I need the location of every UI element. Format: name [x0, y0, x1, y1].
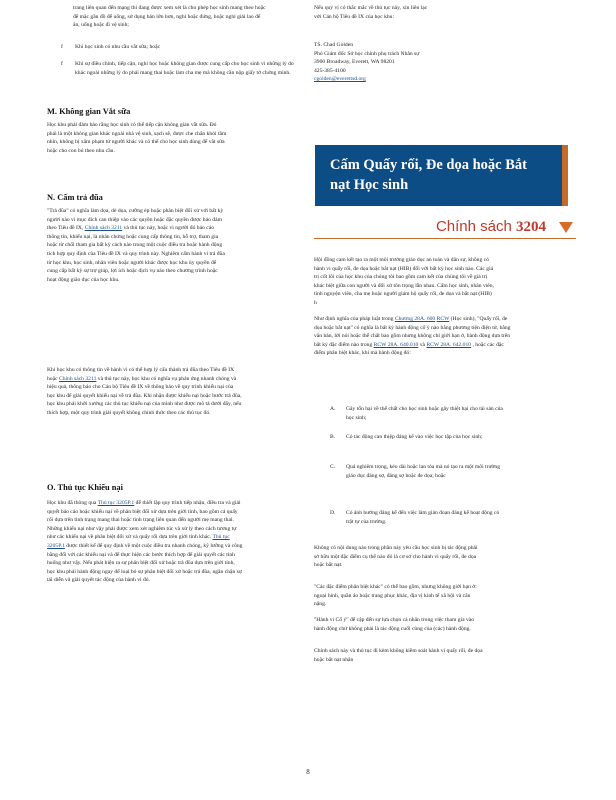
link-policy-3211[interactable]: Chính sách 3211 — [58, 375, 97, 382]
list-item — [314, 405, 506, 422]
policy-banner — [315, 145, 568, 206]
bullet-item — [47, 60, 297, 77]
bullet-text: Khi sự điều chỉnh, tiếp cận, nghỉ học hoặc không gian được cung cấp cho học sinh vì những lý do khác ngoài những lý do phải mang thai hoặc làm cha mẹ mà không cần nộp giấy tờ chứng minh. — [75, 61, 294, 76]
list-marker: C. — [330, 464, 336, 470]
text-run: để thiết lập quy trình tiếp nhận, điều tra và giải quyết báo cáo hoặc khiếu nại về phân biệt đối xử dựa trên giới tính, bao gồm cả quấy rối dựa trên tình trạng mang thai hoặc tình trạng liên quan đến người mẹ mang thai. Những khiếu nại như vậy phải được xem xét nghiêm túc và xử lý theo cách tương tự như các khiếu nại về phân biệt đối xử và quấy rối dựa trên giới tính khác. — [47, 500, 241, 541]
paragraph-definition — [314, 315, 514, 358]
policy-number: 3204 — [516, 219, 546, 235]
bullet-mark: f — [61, 44, 63, 50]
heading-no-retaliation: N. Cấm trả đũa — [47, 193, 103, 202]
text-run: và — [419, 341, 426, 348]
link-rcw-28a600[interactable]: RCW — [436, 316, 450, 322]
text-run: , hoặc các đặc điểm phân biệt khác, khi mà hành động đó: — [314, 341, 504, 357]
heading-lactation-space: M. Không gian Vắt sữa — [47, 107, 131, 116]
list-item — [314, 463, 506, 480]
bullet-mark: f — [61, 61, 63, 67]
list-text: Có tác động can thiệp đáng kể vào việc học tập của học sinh; — [346, 434, 483, 440]
heading-complaint-procedure: O. Thủ tục Khiếu nại — [47, 483, 123, 492]
list-text: Có ảnh hưởng đáng kể đến việc làm gián đoạn đáng kể hoạt động có trật tự của trường. — [346, 510, 500, 525]
triangle-down-icon — [559, 222, 573, 233]
link-procedure-3205p1[interactable]: Thủ tục 3205P.1 — [47, 534, 230, 549]
paragraph-note-4: Chính sách này và thủ tục đi kèm không kiềm soát hành vi quấy rối, đe dọa hoặc bắt nạt nhân — [314, 648, 483, 663]
contact-address: 3900 Broadway, Everett, WA 98201 — [314, 59, 395, 66]
link-rcw-28a640010[interactable]: RCW 28A. 640.010 — [373, 341, 419, 348]
text-run: (Học sinh), "Quấy rối, đe dọa hoặc bắt nạt" có nghĩa là bất kỳ hành động cố ý nào bằng phương tiện điện tử, bằng văn bản, lời nói hoặc thể chất bao gồm nhưng không chỉ giới hạn ở, hành động dựa trên bất kỳ đặc điểm nào trong — [314, 316, 511, 348]
paragraph-note-3: "Hành vi Cố ý" để cập đến sự lựa chọn cá nhân trong việc tham gia vào hành động chứ không phải là tác động cuối cùng của (các) hành động. — [314, 617, 475, 632]
list-marker: B. — [330, 434, 336, 440]
link-rcw-28a600[interactable]: Chương 28A. 600 — [394, 316, 436, 322]
policy-title: Cấm Quấy rối, Đe dọa hoặc Bắt nạt Học sinh — [330, 157, 527, 193]
text-run: Như định nghĩa của pháp luật trong — [314, 316, 394, 322]
text-run: Học khu đã thông qua — [47, 500, 97, 506]
text-run: được thiết kế để quy định về một cuộc điều tra nhanh chóng, kỹ lưỡng và công bằng đối với các khiếu nại và để thực hiện các bước thích hợp để giải quyết các tình huống như vậy. Nếu phát hiện ra sự phân biệt đối xử hoặc trả đũa dựa trên giới tính, học khu phải hành động ngay để loại bỏ sự phân biệt đối xử hoặc trả đũa, ngăn chặn sự tái diễn và giải quyết tác động của hành vi đó. — [47, 542, 243, 584]
bullet-text: Khi học sinh có nhu cầu vắt sữa; hoặc — [75, 44, 161, 50]
contact-title: Phó Giám đốc Sở học chính phụ trách Nhân sự — [314, 50, 420, 57]
list-marker: A. — [330, 406, 336, 412]
contact-intro: Nếu quý vị có thắc mắc về thủ tục này, xin liên lạc với Cán bộ Tiêu đề IX của học khu: — [314, 5, 428, 20]
bullet-item — [47, 43, 297, 52]
policy-label: Chính sách — [435, 218, 512, 235]
contact-phone: 425-385-4100 — [314, 67, 346, 74]
link-policy-3211[interactable]: Chính sách 3211 — [84, 225, 123, 232]
contact-block — [314, 41, 464, 84]
list-text: Quá nghiêm trọng, kéo dài hoặc lan tỏa mà nó tạo ra một môi trường giáo dục đáng sợ, đáng sợ hoặc đe dọa; hoặc — [346, 464, 501, 479]
list-item — [314, 433, 506, 442]
list-marker: D. — [330, 510, 336, 516]
contact-name: TS. Chad Golden — [314, 42, 353, 48]
paragraph-retaliation-1 — [47, 207, 227, 284]
link-rcw-28a642010[interactable]: RCW 28A. 642.010 — [426, 341, 472, 348]
contact-email-link[interactable]: cgolden@everettsd.org — [314, 76, 366, 83]
paragraph-complaint — [47, 499, 243, 585]
policy-number-bar — [314, 216, 576, 239]
list-text: Gây tổn hại về thể chất cho học sinh hoặc gây thiệt hại cho tài sản của học sinh; — [346, 406, 503, 421]
paragraph-retaliation-2 — [47, 366, 242, 418]
link-procedure-3205p1[interactable]: Thủ tục 3205P.1 — [97, 500, 135, 506]
text-run: Khi học khu có thông tin về hành vi có thể hợp lý cấu thành trả đũa theo Tiêu đề IX hoặc — [47, 367, 235, 382]
text-run: và thủ tục này, hoặc vì người đó báo cáo thông tin, khiếu nại, là nhân chứng hoặc cung cấp thông tin, hỗ trợ, tham gia hoặc từ chối tham gia bất kỳ cách nào trong một cuộc điều tra hoặc hành động tích hợp quy định của Tiêu đề IX và quy trình này. Nghiêm cấm hành vi trả đũa từ học khu, học sinh, nhân viên hoặc người khác được học khu ủy quyền để cung cấp bất kỳ sự trợ giúp, lợi ích hoặc dịch vụ nào theo chương trình hoặc hoạt động giáo dục của học khu. — [47, 225, 225, 283]
page-number: 8 — [306, 768, 310, 776]
left-top-paragraph: trang liên quan đến mạng thì đang được xem xét là cho phép học sinh mang theo hoặc để mặc gần đồ để uống, sử dụng bàn lớn hơn, nghỉ hoặc đứng, hoặc nghỉ giải lao để ăn, uống hoặc đi vệ sinh; — [73, 5, 266, 29]
policy-number-label — [436, 218, 546, 236]
text-run: "Trả đũa" có nghĩa làm dọa, dè dọa, cưỡng ép hoặc phân biệt đối xử với bất kỳ người nào vì mục đích can thiệp vào các quyền hoặc đặc quyền được bảo đảm theo Tiêu đề IX, — [47, 208, 224, 232]
paragraph-note-1: Không có nội dung nào trong phần này yêu cầu học sinh bị tác động phải sở hữu một đặc điểm cụ thể nào đó là cơ sở cho hành vi quấy rối, đe dọa hoặc bắt nạt. — [314, 545, 478, 569]
list-item — [314, 509, 506, 526]
paragraph-commitment: Hội đồng cam kết tạo ra một môi trường giáo dục an toàn và dân sự, không có hành vi quấy rối, đe dọa hoặc bắt nạt (HIB) đối với bất kỳ học sinh nào. Các giá trị cốt lõi của học khu của chúng tôi bao gồm cam kết của chúng tôi về giá trị khác biệt giữa con người và đối xử tôn trọng lẫn nhau. Cấm học sinh, nhân viên, tình nguyện viên, cha mẹ hoặc người giám hộ quấy rối, đe dọa và bắt nạt (HIB) h — [314, 257, 494, 306]
paragraph-lactation: Học khu phải đảm bảo rằng học sinh có thể tiếp cận không gian vắt sữa. Đó phải là một không gian khác ngoài nhà vệ sinh, sạch sẽ, được che chắn khỏi tầm nhìn, không bị xâm phạm từ người khác và có thể cho học sinh dùng để vắt sữa hoặc cho con bú theo nhu cầu. — [47, 122, 227, 154]
paragraph-note-2: "Các đặc điểm phân biệt khác" có thể bao gồm, nhưng không giới hạn ở: ngoại hình, quần áo hoặc trang phục khác, địa vị kinh tế xã hội và cân nặng. — [314, 584, 477, 608]
text-run: và thủ tục này, học khu có nghĩa vụ phản ứng nhanh chóng và hiệu quả, thông báo cho Cán bộ Tiêu đề IX về thông báo về quy trình khiếu nại của học khu để giải quyết khiếu nại về trả đũa. Khi nhận được khiếu nại hoặc bước trả đũa, học khu phải khởi xướng các thủ tục khiếu nại của mình như được mô tả dưới đây, nếu thích hợp, một quy trình giải quyết không chính thức theo các thủ tục đó. — [47, 375, 242, 416]
